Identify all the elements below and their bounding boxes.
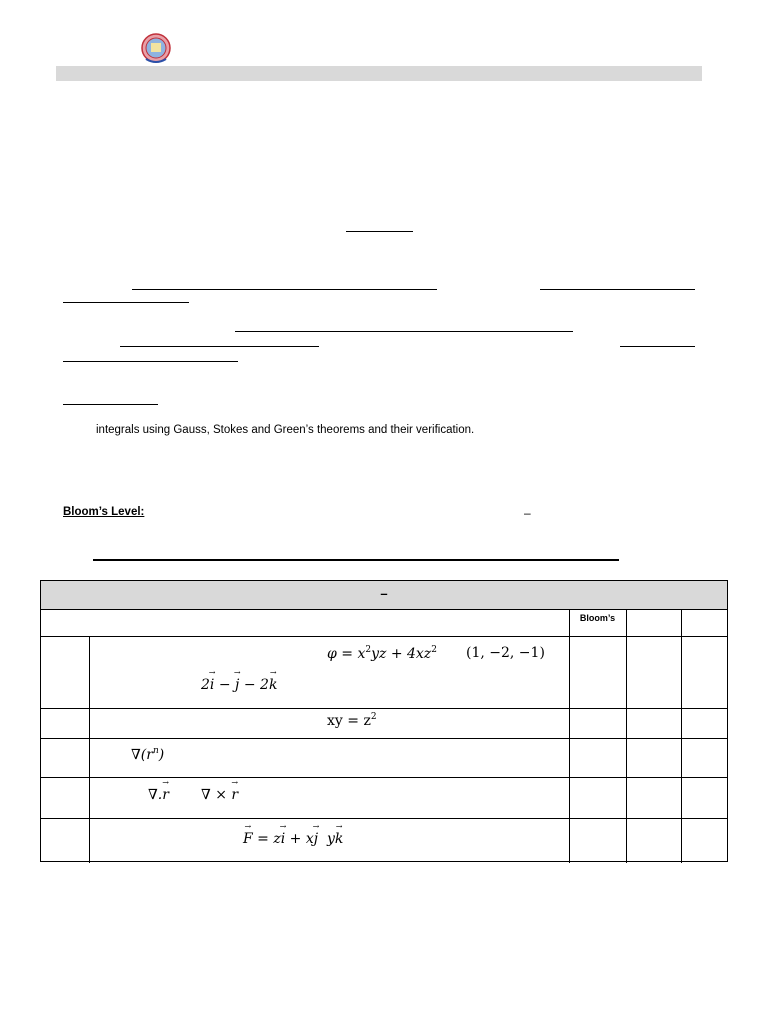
section-heading-underline [93,559,619,561]
date-underline-cont [63,361,238,362]
table-row-3-gradient: $\nabla(r^n)$ [131,746,165,763]
course-code-underline [540,289,695,290]
column-header-blooms: Bloom’s [579,613,616,623]
objective-heading-underline [63,404,158,405]
header-bar [56,66,702,81]
course-name-underline [132,289,437,290]
date-underline [620,346,695,347]
table-title-dash: – [380,586,388,601]
table-title-row [41,581,727,609]
table-row-1-direction: 2→ i − → j − 2→ k [201,677,277,693]
table-row-2-surface: xy = $z^2$ [327,712,377,729]
blooms-level-dash: – [524,506,531,520]
course-code-underline-cont [63,302,189,303]
table-row-4-divergence: ∇.→ r [148,787,169,803]
table-row-1-point: (1, −2, −1) [466,645,545,661]
college-seal-icon [140,33,172,65]
questions-table [40,580,728,862]
objective-text: integrals using Gauss, Stokes and Green’s theorems and their verification. [96,424,475,436]
blooms-level-label: Bloom’s Level: [63,506,145,518]
table-row-4-curl: ∇ × → r [201,787,238,803]
faculty-underline [120,346,319,347]
topic-underline [235,331,573,332]
title-underline [346,231,413,232]
table-row-5-vector-field: → F = z→ i + x→ j y→ k [243,831,343,847]
table-row-1-scalar-field: $\varphi = x^2yz + 4xz^2$ [327,645,437,662]
